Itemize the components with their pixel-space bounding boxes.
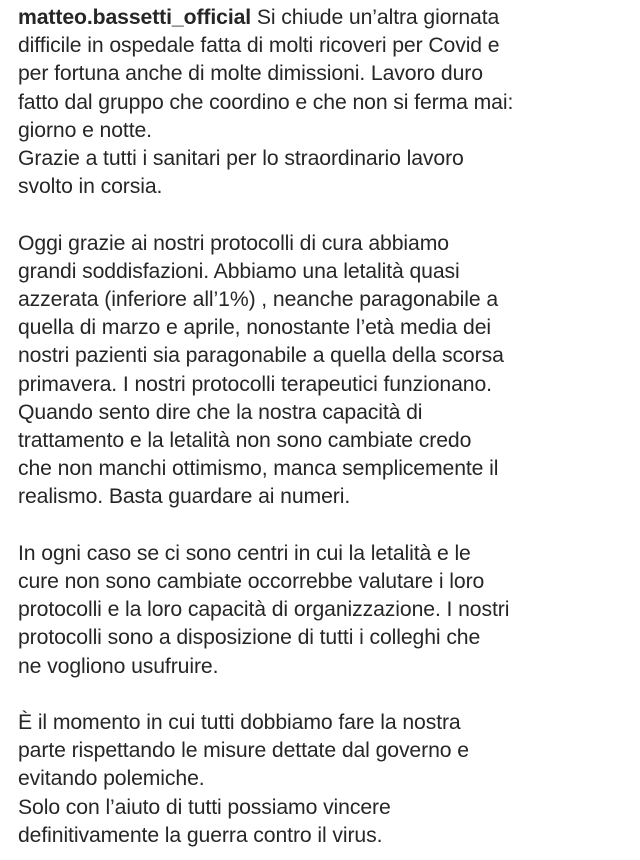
paragraph-gap: [18, 681, 630, 709]
username-link[interactable]: matteo.bassetti_official: [18, 6, 252, 29]
caption-first-line: [18, 4, 630, 32]
caption-text: Si chiude un’altra giornata: [251, 6, 500, 29]
caption-line: Grazie a tutti i sanitari per lo straordinario lavoro: [18, 147, 464, 171]
caption-line: per fortuna anche di molte dimissioni. Lavoro duro: [18, 62, 483, 86]
paragraph-gap: [18, 512, 630, 540]
caption-line: Quando sento dire che la nostra capacità di: [18, 400, 423, 424]
caption-line: Oggi grazie ai nostri protocolli di cura abbiamo: [18, 231, 449, 255]
caption-line: azzerata (inferiore all’1%) , neanche paragonabile a: [18, 288, 499, 312]
caption-line: parte rispettando le misure dettate dal governo e: [18, 739, 469, 763]
caption-line: grandi soddisfazioni. Abbiamo una letalità quasi: [18, 259, 460, 283]
caption-line: difficile in ospedale fatta di molti ricoveri per Covid e: [18, 34, 500, 58]
paragraph-gap: [18, 201, 630, 229]
caption-line: trattamento e la letalità non sono cambiate credo: [18, 429, 472, 453]
caption-line: cure non sono cambiate occorrebbe valutare i loro: [18, 570, 485, 594]
caption-line: che non manchi ottimismo, manca semplicemente il: [18, 457, 499, 481]
caption-line: evitando polemiche.: [18, 767, 205, 791]
caption-line: definitivamente la guerra contro il virus.: [18, 823, 383, 847]
caption-line: quella di marzo e aprile, nonostante l’età media dei: [18, 316, 491, 340]
caption-line: fatto dal gruppo che coordino e che non si ferma mai:: [18, 90, 514, 114]
caption-line: Solo con l’aiuto di tutti possiamo vincere: [18, 795, 391, 819]
caption-line: È il momento in cui tutti dobbiamo fare la nostra: [18, 711, 461, 735]
caption-line: In ogni caso se ci sono centri in cui la letalità e le: [18, 541, 471, 565]
post-caption: [18, 4, 630, 850]
caption-line: giorno e notte.: [18, 118, 152, 142]
caption-line: protocolli e la loro capacità di organizzazione. I nostri: [18, 598, 510, 622]
caption-line: nostri pazienti sia paragonabile a quella della scorsa: [18, 344, 504, 368]
caption-line: realismo. Basta guardare ai numeri.: [18, 485, 351, 509]
caption-line: protocolli sono a disposizione di tutti i colleghi che: [18, 626, 481, 650]
caption-line: primavera. I nostri protocolli terapeutici funzionano.: [18, 372, 492, 396]
caption-line: ne vogliono usufruire.: [18, 654, 219, 678]
caption-line: svolto in corsia.: [18, 175, 163, 199]
